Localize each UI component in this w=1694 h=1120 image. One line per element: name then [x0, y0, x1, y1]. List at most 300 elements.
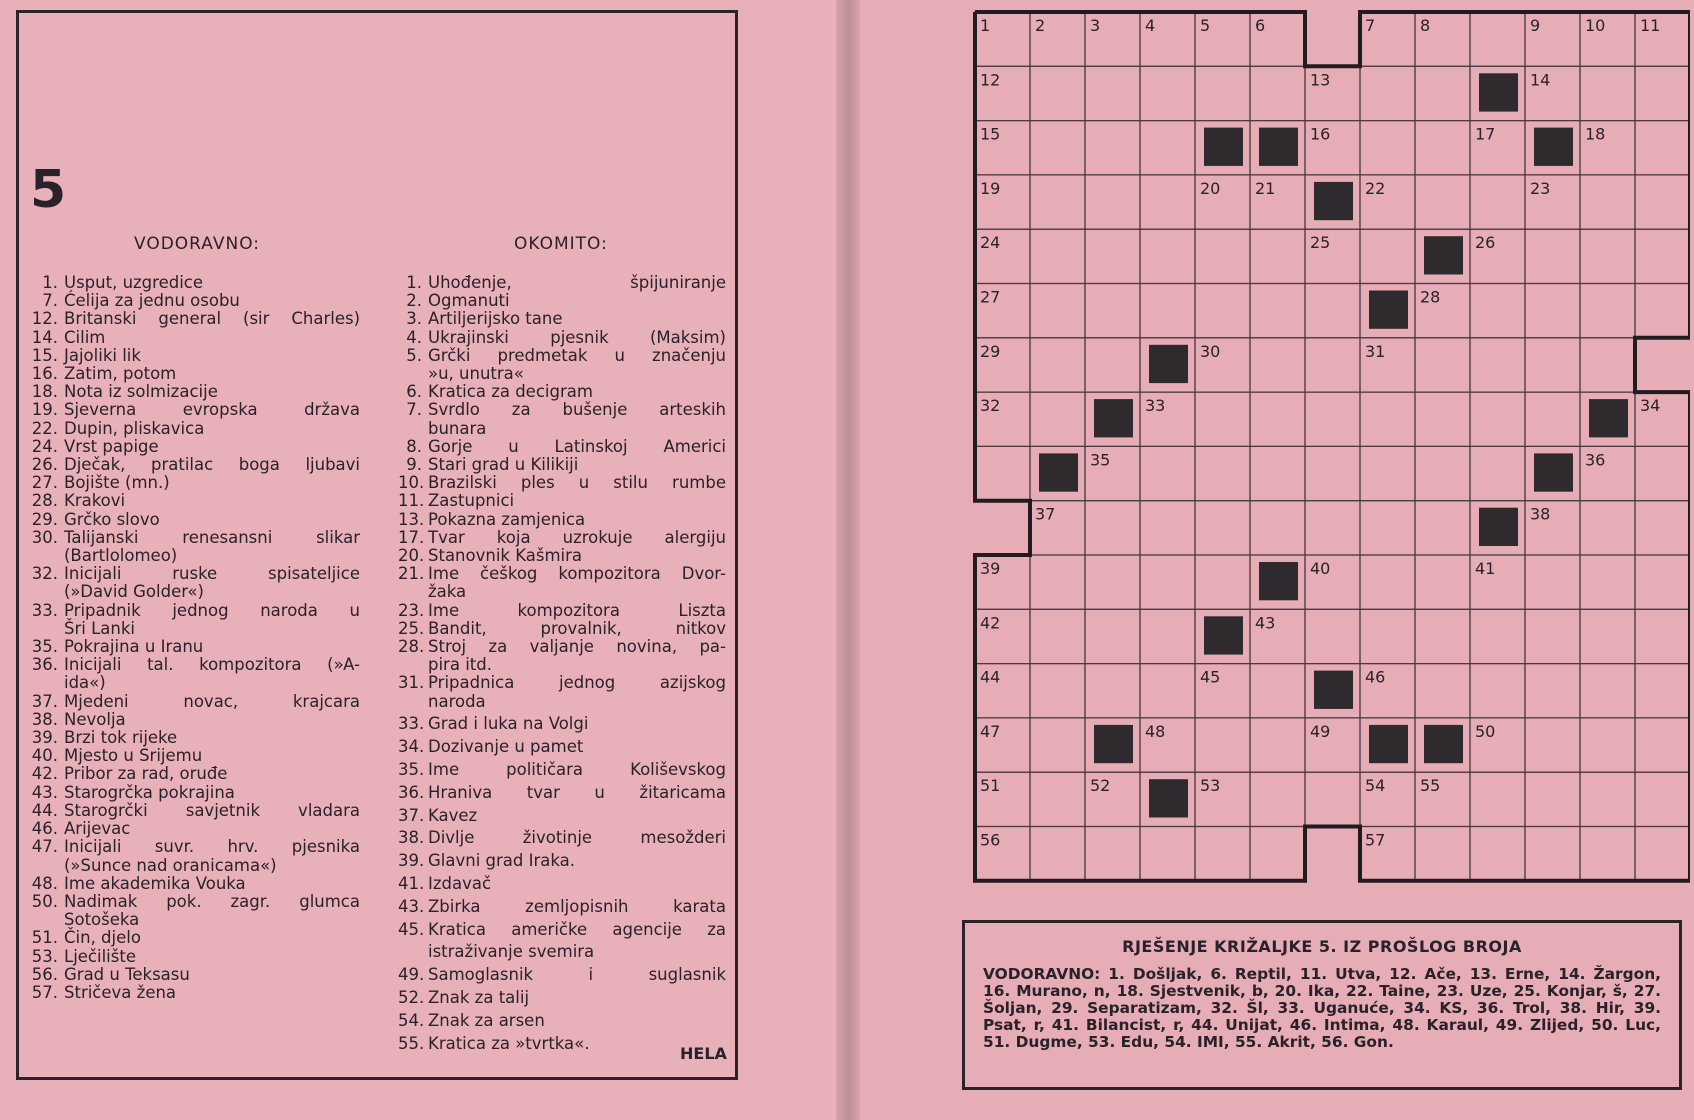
grid-cell[interactable] — [1525, 555, 1580, 609]
grid-cell[interactable] — [1635, 827, 1690, 881]
clue-number: 33. — [398, 714, 425, 734]
across-heading: VODORAVNO: — [134, 234, 261, 254]
clue-text: Tvar koja uzrokuje alergiju — [428, 527, 726, 547]
grid-cell[interactable] — [1580, 66, 1635, 120]
grid-cell[interactable] — [1580, 772, 1635, 826]
clue-text: Bojište (mn.) — [64, 473, 170, 493]
clue-number: 43. — [398, 896, 425, 916]
cell-number: 45 — [1200, 667, 1221, 687]
clue-text: pira itd. — [428, 655, 492, 675]
grid-cell[interactable] — [1030, 338, 1085, 392]
clue-text: Zbirka zemljopisnih karata — [428, 896, 726, 916]
grid-cell[interactable] — [1030, 555, 1085, 609]
cell-number: 2 — [1035, 16, 1046, 35]
grid-cell[interactable] — [1635, 772, 1690, 826]
clue-item — [398, 383, 726, 401]
grid-cell[interactable] — [1470, 446, 1525, 500]
grid-cell[interactable] — [1525, 284, 1580, 338]
grid-cell[interactable] — [1415, 392, 1470, 446]
clue-text: Izdavač — [428, 874, 492, 894]
black-square — [1204, 128, 1243, 166]
clue-number: 37. — [398, 805, 425, 825]
grid-cell[interactable] — [1415, 446, 1470, 500]
clue-text: Starogrčka pokrajina — [64, 782, 235, 802]
clue-item — [30, 310, 360, 328]
black-square — [1314, 182, 1353, 220]
grid-cell[interactable] — [1580, 555, 1635, 609]
grid-cell[interactable] — [1305, 501, 1360, 555]
clue-number: 29. — [31, 509, 58, 529]
clue-item — [30, 456, 360, 474]
clue-text: Hraniva tvar u žitaricama — [428, 782, 726, 802]
clue-number: 21. — [398, 564, 425, 584]
grid-cell[interactable] — [1470, 609, 1525, 663]
clue-text: Gorje u Latinskoj Americi — [428, 436, 726, 456]
clue-item — [30, 911, 360, 929]
grid-cell[interactable] — [1030, 609, 1085, 663]
cell-number: 57 — [1365, 830, 1386, 850]
grid-cell[interactable] — [1580, 664, 1635, 718]
grid-cell[interactable] — [1580, 501, 1635, 555]
clue-number: 32. — [31, 564, 58, 584]
clue-item — [30, 292, 360, 310]
clue-item — [30, 511, 360, 529]
clue-item — [30, 420, 360, 438]
clue-text: Ime češkog kompozitora Dvor- — [428, 564, 726, 584]
clue-number: 33. — [31, 600, 58, 620]
grid-cell[interactable] — [1415, 338, 1470, 392]
grid-cell[interactable] — [1195, 501, 1250, 555]
grid-cell[interactable] — [1195, 284, 1250, 338]
clue-text: Stanovnik Kašmira — [428, 546, 583, 566]
clue-number: 27. — [31, 473, 58, 493]
grid-cell[interactable] — [1635, 66, 1690, 120]
clue-text: Starogrčki savjetnik vladara — [64, 800, 360, 820]
clue-item — [398, 1012, 726, 1030]
grid-cell[interactable] — [1305, 446, 1360, 500]
grid-cell[interactable] — [1085, 501, 1140, 555]
grid-cell[interactable] — [1195, 446, 1250, 500]
black-square — [1479, 508, 1518, 546]
clue-item — [30, 529, 360, 547]
solution-text: VODORAVNO: 1. Došljak, 6. Reptil, 11. Utva, 12. Ače, 13. Erne, 14. Žargon, 16. Murano, n, 18. Sjestvenik, b, 20. Ika, 22. Taine, 23. Uze, 25. Konjar, š, 27. Šoljan, 29. Separatizam, 32. Šl, 33. Uganuće, 34. KS, 36. Trol, 38. Hir, 39. Psat, r, 41. Bilancist, r, 44. Unijat, 46. Intima, 48. Karaul, 49. Zlijed, 50. Luc, 51. Dugme, 53. Edu, 54. IMI, 55. Akrit, 56. Gon. — [983, 965, 1661, 1051]
clue-number: 30. — [31, 527, 58, 547]
grid-cell[interactable] — [1030, 664, 1085, 718]
black-square — [1424, 725, 1463, 763]
grid-cell[interactable] — [1580, 175, 1635, 229]
grid-cell[interactable] — [1360, 555, 1415, 609]
grid-cell[interactable] — [1470, 338, 1525, 392]
grid-cell[interactable] — [1635, 229, 1690, 283]
clue-text: Lječilište — [64, 946, 136, 966]
clue-item — [398, 966, 726, 984]
clue-number: 44. — [31, 800, 58, 820]
clue-item — [398, 365, 726, 383]
clue-number: 34. — [398, 737, 425, 757]
clue-text: žaka — [428, 582, 467, 602]
clue-item — [398, 602, 726, 620]
cell-number: 5 — [1200, 16, 1211, 35]
clue-item — [398, 310, 726, 328]
grid-cell[interactable] — [1195, 555, 1250, 609]
grid-cell[interactable] — [1580, 229, 1635, 283]
clue-text: Zastupnici — [428, 491, 515, 511]
cell-number: 51 — [980, 776, 1001, 796]
grid-cell[interactable] — [1305, 772, 1360, 826]
clue-number: 26. — [31, 455, 58, 475]
grid-cell[interactable] — [1470, 664, 1525, 718]
grid-cell[interactable] — [1360, 392, 1415, 446]
clue-text: Pokrajina u Iranu — [64, 637, 204, 657]
clue-text: Cilim — [64, 327, 106, 347]
grid-cell[interactable] — [1470, 827, 1525, 881]
clue-number: 20. — [398, 546, 425, 566]
clue-number: 38. — [31, 709, 58, 729]
clue-item — [398, 829, 726, 847]
clue-text: (»Sunce nad oranicama«) — [64, 855, 277, 875]
grid-cell[interactable] — [1140, 121, 1195, 175]
clue-text: Znak za talij — [428, 988, 530, 1008]
grid-cell[interactable] — [1360, 609, 1415, 663]
clue-number: 16. — [31, 364, 58, 384]
clue-text: Krakovi — [64, 491, 126, 511]
clue-number: 54. — [398, 1010, 425, 1030]
clue-text: Kratica američke agencije za — [428, 919, 726, 939]
grid-cell[interactable] — [1030, 772, 1085, 826]
clue-text: Pripadnik jednog naroda u — [64, 600, 360, 620]
cell-number: 22 — [1365, 178, 1386, 198]
grid-cell[interactable] — [1470, 392, 1525, 446]
clue-text: Stari grad u Kilikiji — [428, 455, 579, 475]
grid-cell[interactable] — [1030, 284, 1085, 338]
clue-item — [398, 921, 726, 939]
grid-cell[interactable] — [1635, 664, 1690, 718]
clue-number: 50. — [31, 891, 58, 911]
cell-number: 50 — [1475, 721, 1496, 741]
clue-number: 52. — [398, 988, 425, 1008]
grid-cell[interactable] — [1360, 446, 1415, 500]
clue-number: 5. — [406, 345, 422, 365]
clue-text: Inicijali tal. kompozitora (»A- — [64, 655, 360, 675]
grid-cell[interactable] — [1140, 827, 1195, 881]
grid-cell[interactable] — [1415, 664, 1470, 718]
clue-number: 39. — [398, 851, 425, 871]
clue-text: Bandit, provalnik, nitkov — [428, 618, 726, 638]
clue-text: Svrdlo za bušenje arteskih — [428, 400, 726, 420]
grid-cell[interactable] — [1085, 664, 1140, 718]
clue-item — [398, 401, 726, 419]
grid-cell[interactable] — [1140, 664, 1195, 718]
grid-cell[interactable] — [1635, 121, 1690, 175]
clue-item — [30, 893, 360, 911]
clue-text: istraživanje svemira — [428, 942, 595, 962]
cell-number: 23 — [1530, 178, 1551, 198]
grid-cell[interactable] — [1470, 175, 1525, 229]
cell-number: 29 — [980, 341, 1001, 361]
grid-cell[interactable] — [1250, 338, 1305, 392]
grid-cell[interactable] — [1360, 121, 1415, 175]
grid-cell[interactable] — [1140, 555, 1195, 609]
clue-item — [30, 347, 360, 365]
grid-cell[interactable] — [975, 446, 1030, 500]
clue-item — [398, 438, 726, 456]
clue-number: 31. — [398, 673, 425, 693]
grid-cell[interactable] — [1085, 827, 1140, 881]
cell-number: 39 — [980, 559, 1001, 578]
grid-cell[interactable] — [1360, 66, 1415, 120]
cell-number: 54 — [1365, 776, 1386, 796]
black-square — [1369, 725, 1408, 763]
crossword-grid[interactable] — [960, 8, 1690, 894]
grid-cell[interactable] — [1580, 827, 1635, 881]
clue-number: 15. — [31, 345, 58, 365]
clue-item — [30, 838, 360, 856]
grid-cell[interactable] — [1195, 827, 1250, 881]
clue-item — [30, 929, 360, 947]
clue-number: 17. — [398, 527, 425, 547]
cell-number: 8 — [1420, 16, 1431, 35]
clue-number: 36. — [31, 655, 58, 675]
clue-number: 18. — [31, 382, 58, 402]
clue-item — [30, 984, 360, 1002]
grid-cell[interactable] — [1140, 284, 1195, 338]
clue-number: 41. — [398, 874, 425, 894]
grid-cell[interactable] — [1140, 446, 1195, 500]
cell-number: 24 — [980, 233, 1001, 253]
grid-cell[interactable] — [1635, 175, 1690, 229]
author-signature: HELA — [680, 1044, 727, 1063]
cell-number: 49 — [1310, 721, 1331, 741]
grid-cell[interactable] — [1030, 827, 1085, 881]
grid-cell[interactable] — [1140, 66, 1195, 120]
grid-cell[interactable] — [1250, 827, 1305, 881]
grid-cell[interactable] — [1250, 501, 1305, 555]
grid-cell[interactable] — [1030, 718, 1085, 772]
clue-text: Stroj za valjanje novina, pa- — [428, 637, 726, 657]
cell-number: 11 — [1640, 16, 1661, 35]
clue-item — [30, 747, 360, 765]
grid-cell[interactable] — [1195, 718, 1250, 772]
clue-number: 57. — [31, 982, 58, 1002]
black-square — [1259, 128, 1298, 166]
grid-cell[interactable] — [1030, 121, 1085, 175]
clue-item — [398, 693, 726, 711]
cell-number: 34 — [1640, 396, 1661, 416]
grid-cell[interactable] — [1250, 772, 1305, 826]
grid-cell[interactable] — [1525, 772, 1580, 826]
grid-cell[interactable] — [1085, 175, 1140, 229]
grid-cell[interactable] — [1525, 392, 1580, 446]
grid-cell[interactable] — [1525, 229, 1580, 283]
clue-number: 51. — [31, 928, 58, 948]
grid-cell[interactable] — [1195, 66, 1250, 120]
cell-number: 46 — [1365, 667, 1386, 687]
grid-cell[interactable] — [1580, 609, 1635, 663]
cell-number: 32 — [980, 396, 1001, 416]
clue-item — [30, 820, 360, 838]
grid-cell[interactable] — [1085, 609, 1140, 663]
grid-cell[interactable] — [1085, 284, 1140, 338]
clue-number: 19. — [31, 400, 58, 420]
clue-text: Mjedeni novac, krajcara — [64, 691, 360, 711]
grid-cell[interactable] — [1415, 66, 1470, 120]
clue-number: 48. — [31, 873, 58, 893]
grid-cell[interactable] — [1635, 555, 1690, 609]
clue-item — [30, 547, 360, 565]
clue-text: Grad i luka na Volgi — [428, 714, 589, 734]
grid-cell[interactable] — [1415, 501, 1470, 555]
grid-cell[interactable] — [1085, 66, 1140, 120]
black-square — [1149, 345, 1188, 383]
clue-text: Nevolja — [64, 709, 126, 729]
grid-cell[interactable] — [1085, 121, 1140, 175]
grid-cell[interactable] — [1470, 772, 1525, 826]
grid-cell[interactable] — [1250, 664, 1305, 718]
grid-cell[interactable] — [1085, 229, 1140, 283]
clue-number: 53. — [31, 946, 58, 966]
clue-number: 9. — [406, 455, 422, 475]
grid-cell[interactable] — [1635, 501, 1690, 555]
clue-number: 14. — [31, 327, 58, 347]
clue-item — [30, 729, 360, 747]
clue-text: Ime političara Koliševskog — [428, 760, 726, 780]
clue-item — [398, 474, 726, 492]
grid-cell[interactable] — [1250, 284, 1305, 338]
cell-number: 55 — [1420, 776, 1441, 796]
grid-cell[interactable] — [1250, 446, 1305, 500]
grid-cell[interactable] — [1635, 609, 1690, 663]
grid-cell[interactable] — [1140, 609, 1195, 663]
grid-cell[interactable] — [1250, 229, 1305, 283]
clue-item — [30, 274, 360, 292]
grid-cell[interactable] — [1525, 609, 1580, 663]
grid-cell[interactable] — [1415, 175, 1470, 229]
grid-cell[interactable] — [1525, 664, 1580, 718]
grid-cell[interactable] — [1085, 338, 1140, 392]
cell-number: 3 — [1090, 16, 1101, 35]
clue-text: Dječak, pratilac boga ljubavi — [64, 455, 360, 475]
grid-cell[interactable] — [1250, 392, 1305, 446]
grid-cell[interactable] — [1580, 718, 1635, 772]
clue-item — [30, 674, 360, 692]
clue-item — [398, 761, 726, 779]
grid-cell[interactable] — [1195, 392, 1250, 446]
clue-text: Ime kompozitora Liszta — [428, 600, 726, 620]
grid-cell[interactable] — [1305, 609, 1360, 663]
grid-cell[interactable] — [1635, 284, 1690, 338]
clue-text: »u, unutra« — [428, 364, 524, 384]
grid-cell[interactable] — [1305, 284, 1360, 338]
clue-number: 13. — [398, 509, 425, 529]
grid-cell[interactable] — [1470, 284, 1525, 338]
grid-cell[interactable] — [1360, 229, 1415, 283]
grid-cell[interactable] — [1030, 175, 1085, 229]
clue-item — [30, 383, 360, 401]
grid-cell[interactable] — [1085, 555, 1140, 609]
grid-cell[interactable] — [1195, 229, 1250, 283]
clue-text: Grad u Teksasu — [64, 964, 190, 984]
clue-item — [30, 565, 360, 583]
clue-text: Grčki predmetak u značenju — [428, 345, 726, 365]
clue-item — [398, 738, 726, 756]
clue-item — [398, 620, 726, 638]
clue-item — [398, 674, 726, 692]
grid-cell[interactable] — [1525, 338, 1580, 392]
grid-cell[interactable] — [1415, 609, 1470, 663]
clue-text: (»David Golder«) — [64, 582, 204, 602]
grid-cell[interactable] — [1415, 555, 1470, 609]
grid-cell[interactable] — [1635, 446, 1690, 500]
grid-cell[interactable] — [1360, 501, 1415, 555]
clue-item — [398, 656, 726, 674]
grid-cell[interactable] — [1250, 718, 1305, 772]
grid-cell[interactable] — [1415, 121, 1470, 175]
grid-cell[interactable] — [1250, 66, 1305, 120]
black-square — [1424, 236, 1463, 274]
black-square — [1589, 399, 1628, 437]
clue-item — [30, 638, 360, 656]
grid-cell[interactable] — [1305, 392, 1360, 446]
cell-number: 16 — [1310, 124, 1331, 144]
cell-number: 47 — [980, 721, 1001, 741]
clue-item — [398, 565, 726, 583]
grid-cell[interactable] — [1140, 501, 1195, 555]
grid-cell[interactable] — [1580, 284, 1635, 338]
clue-item — [30, 329, 360, 347]
grid-cell[interactable] — [1635, 718, 1690, 772]
clue-number: 2. — [406, 291, 422, 311]
clue-item — [30, 365, 360, 383]
cell-number: 28 — [1420, 287, 1441, 307]
grid-cell[interactable] — [1470, 12, 1525, 66]
black-square — [1204, 616, 1243, 654]
grid-cell[interactable] — [1030, 66, 1085, 120]
clue-number: 22. — [31, 418, 58, 438]
clue-text: ida«) — [64, 673, 106, 693]
clue-item — [30, 966, 360, 984]
clue-text: Pokazna zamjenica — [428, 509, 586, 529]
grid-cell[interactable] — [1030, 229, 1085, 283]
grid-cell[interactable] — [1525, 718, 1580, 772]
clue-text: Nota iz solmizacije — [64, 382, 218, 402]
clue-number: 46. — [31, 819, 58, 839]
grid-cell[interactable] — [1305, 338, 1360, 392]
cell-number: 41 — [1475, 559, 1496, 578]
clue-number: 40. — [31, 746, 58, 766]
cell-number: 31 — [1365, 341, 1386, 361]
clue-item — [30, 693, 360, 711]
cell-number: 44 — [980, 667, 1001, 687]
grid-cell[interactable] — [1030, 392, 1085, 446]
black-square — [1479, 73, 1518, 111]
clue-text: Znak za arsen — [428, 1010, 545, 1030]
cell-number: 40 — [1310, 559, 1331, 578]
cell-number: 6 — [1255, 16, 1266, 35]
clue-text: Artiljerijsko tane — [428, 309, 563, 329]
grid-cell[interactable] — [1525, 827, 1580, 881]
grid-cell[interactable] — [1415, 827, 1470, 881]
cell-number: 25 — [1310, 233, 1331, 253]
clue-item — [398, 329, 726, 347]
grid-cell[interactable] — [1140, 175, 1195, 229]
clue-text: Ime akademika Vouka — [64, 873, 246, 893]
grid-cell[interactable] — [1140, 229, 1195, 283]
clue-number: 8. — [406, 436, 422, 456]
clue-item — [30, 656, 360, 674]
clue-text: Britanski general (sir Charles) — [64, 309, 360, 329]
grid-cell[interactable] — [1580, 338, 1635, 392]
cell-number: 36 — [1585, 450, 1606, 470]
